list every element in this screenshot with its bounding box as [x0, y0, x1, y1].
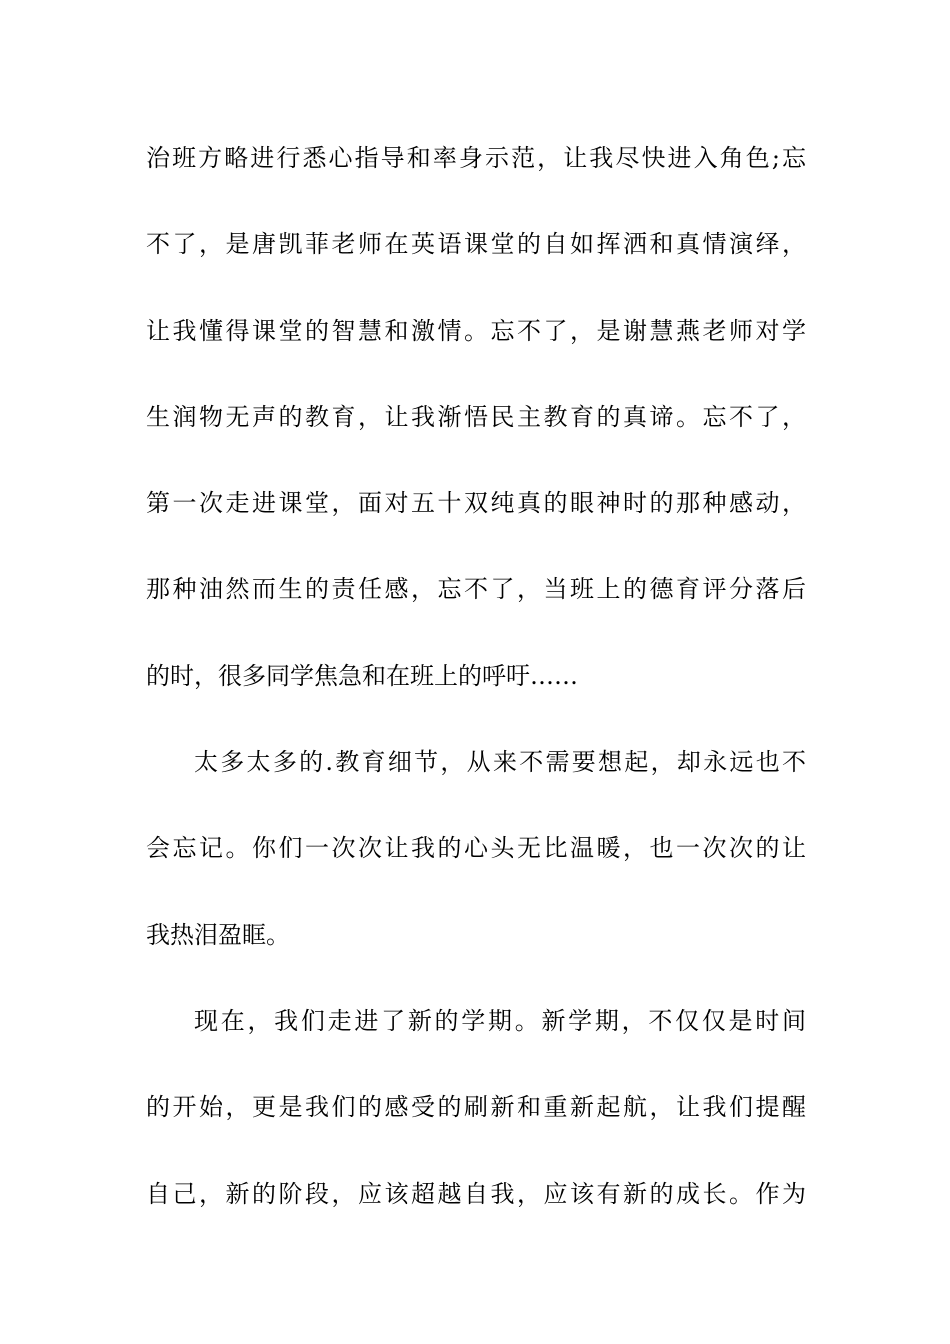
text-line: 现在，我们走进了新的学期。新学期，不仅仅是时间 [194, 1006, 806, 1035]
text-line: 让我懂得课堂的智慧和激情。忘不了，是谢慧燕老师对学 [146, 316, 806, 345]
text-line: 治班方略进行悉心指导和率身示范，让我尽快进入角色;忘 [146, 144, 806, 172]
text-line: 太多太多的.教育细节，从来不需要想起，却永远也不 [194, 748, 806, 777]
text-line: 第一次走进课堂，面对五十双纯真的眼神时的那种感动， [146, 489, 806, 518]
text-line: 自己，新的阶段，应该超越自我，应该有新的成长。作为 [146, 1179, 806, 1208]
body-text [146, 132, 806, 1254]
text-line: 不了，是唐凯菲老师在英语课堂的自如挥洒和真情演绎， [146, 230, 806, 259]
text-line: 会忘记。你们一次次让我的心头无比温暖，也一次次的让 [146, 834, 806, 863]
text-line: 的时，很多同学焦急和在班上的呼吁…… [146, 661, 578, 690]
text-line: 那种油然而生的责任感，忘不了，当班上的德育评分落后 [146, 575, 806, 604]
text-line: 生润物无声的教育，让我渐悟民主教育的真谛。忘不了， [146, 402, 806, 431]
text-line: 我热泪盈眶。 [146, 920, 290, 949]
text-line: 的开始，更是我们的感受的刷新和重新起航，让我们提醒 [146, 1093, 806, 1122]
